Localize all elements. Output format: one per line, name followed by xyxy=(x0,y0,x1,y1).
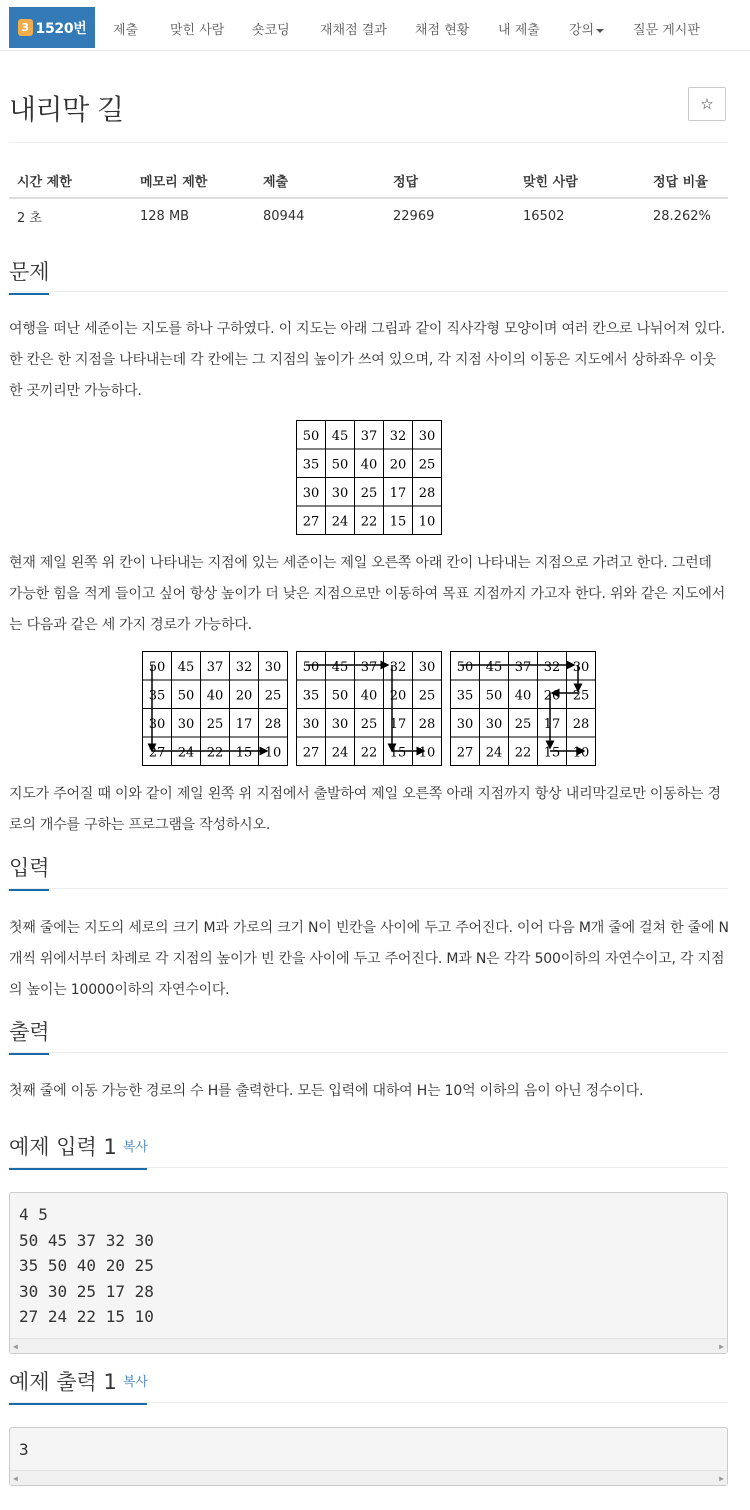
section-problem-heading xyxy=(9,256,50,286)
horizontal-scrollbar[interactable] xyxy=(10,1338,727,1353)
height-map-grid xyxy=(297,421,442,535)
heading-underline xyxy=(9,889,49,891)
grid-cell-value: 25 xyxy=(206,716,224,732)
grid-cell-value: 50 xyxy=(331,457,349,473)
grid-cell-value: 27 xyxy=(148,745,166,761)
col-solved-users: 맞힌 사람 xyxy=(515,163,645,198)
grid-cell-value: 25 xyxy=(572,688,590,704)
scroll-right-icon[interactable]: ▶ xyxy=(719,1474,724,1483)
grid-cell-value: 30 xyxy=(177,716,195,732)
grid-cell-value: 37 xyxy=(360,659,378,675)
grid-cell-value: 20 xyxy=(543,688,561,704)
path-grid-3 xyxy=(451,652,596,766)
nav-status[interactable]: 채점 현황 xyxy=(415,23,470,38)
sample-output-text: 3 xyxy=(19,1440,29,1459)
heading-underline xyxy=(9,293,49,295)
grid-cell-value: 30 xyxy=(148,716,166,732)
divider xyxy=(9,1402,728,1403)
height-map-figure xyxy=(296,420,442,536)
section-output-heading xyxy=(9,1016,50,1046)
grid-cell-value: 17 xyxy=(235,716,253,732)
grid-cell-value: 28 xyxy=(572,716,590,732)
grid-cell-value: 35 xyxy=(302,688,320,704)
grid-cell-value: 10 xyxy=(418,514,436,530)
sample-input-title: 예제 입력 1 xyxy=(9,1135,117,1159)
grid-cell-value: 30 xyxy=(264,659,282,675)
grid-cell-value: 32 xyxy=(389,428,407,444)
col-submissions: 제출 xyxy=(255,163,385,198)
section-problem-title: 문제 xyxy=(9,260,50,284)
col-accepted: 정답 xyxy=(385,163,515,198)
grid-cell-value: 32 xyxy=(389,659,407,675)
scroll-right-icon[interactable]: ▶ xyxy=(719,1342,724,1351)
grid-cell-value: 37 xyxy=(206,659,224,675)
grid-cell-value: 30 xyxy=(331,716,349,732)
grid-cell-value: 27 xyxy=(302,514,320,530)
grid-cell-value: 30 xyxy=(418,428,436,444)
problem-info-table xyxy=(9,163,728,233)
horizontal-scrollbar[interactable] xyxy=(10,1470,727,1485)
path-figure-2 xyxy=(296,651,442,767)
grid-cell-value: 30 xyxy=(572,659,590,675)
scroll-left-icon[interactable]: ◀ xyxy=(13,1342,18,1351)
nav-board[interactable]: 질문 게시판 xyxy=(633,23,700,38)
grid-cell-value: 50 xyxy=(148,659,166,675)
grid-cell-value: 30 xyxy=(302,485,320,501)
path-grid-2 xyxy=(297,652,442,766)
grid-cell-value: 15 xyxy=(389,514,407,530)
col-memory-limit: 메모리 제한 xyxy=(132,163,255,198)
grid-cell-value: 15 xyxy=(389,745,407,761)
divider xyxy=(9,291,728,292)
grid-cell-value: 30 xyxy=(418,659,436,675)
problem-number-tab[interactable] xyxy=(9,7,95,48)
grid-cell-value: 40 xyxy=(206,688,224,704)
grid-cell-value: 24 xyxy=(485,745,503,761)
path-figure-1 xyxy=(142,651,288,767)
nav-rejudge[interactable]: 재채점 결과 xyxy=(320,23,387,38)
grid-cell-value: 25 xyxy=(360,716,378,732)
favorite-button[interactable] xyxy=(688,87,726,121)
divider xyxy=(9,1052,728,1053)
navbar xyxy=(0,0,750,51)
grid-cell-value: 10 xyxy=(264,745,282,761)
grid-cell-value: 24 xyxy=(331,514,349,530)
nav-solved-users[interactable]: 맞힌 사람 xyxy=(170,23,225,38)
grid-cell-value: 35 xyxy=(148,688,166,704)
grid-cell-value: 50 xyxy=(302,659,320,675)
grid-cell-value: 20 xyxy=(389,688,407,704)
grid-cell-value: 28 xyxy=(418,485,436,501)
submissions-value: 80944 xyxy=(263,208,305,224)
problem-description-2: 현재 제일 왼쪽 위 칸이 나타내는 지점에 있는 세준이는 제일 오른쪽 아래 칸이 나타내는 지점으로 가려고 한다. 그런데 가능한 힘을 적게 들이고 싶어 항상 높이가 더 낮은 지점으로만 이동하여 목표 지점까지 가고자 한다. 위와 같은 지도에서는 다음과 같은 세 가지 경로가 가능하다. xyxy=(9,555,726,633)
grid-cell-value: 45 xyxy=(177,659,195,675)
divider xyxy=(9,1167,728,1168)
grid-cell-value: 25 xyxy=(418,688,436,704)
grid-cell-value: 10 xyxy=(418,745,436,761)
sample-input-box[interactable] xyxy=(9,1192,728,1354)
problem-description-3: 지도가 주어질 때 이와 같이 제일 왼쪽 위 지점에서 출발하여 제일 오른쪽 아래 지점까지 항상 내리막길로만 이동하는 경로의 개수를 구하는 프로그램을 작성하시오. xyxy=(9,786,721,833)
grid-cell-value: 30 xyxy=(302,716,320,732)
nav-lectures-dropdown[interactable] xyxy=(569,19,604,38)
grid-cell-value: 22 xyxy=(360,745,378,761)
problem-number-label: 1520번 xyxy=(35,20,87,37)
sample-output-box[interactable] xyxy=(9,1427,728,1486)
grid-cell-value: 50 xyxy=(177,688,195,704)
divider xyxy=(9,888,728,889)
grid-cell-value: 24 xyxy=(331,745,349,761)
section-output-title: 출력 xyxy=(9,1020,50,1044)
problem-description-1: 여행을 떠난 세준이는 지도를 하나 구하였다. 이 지도는 아래 그림과 같이 직사각형 모양이며 여러 칸으로 나뉘어져 있다. 한 칸은 한 지점을 나타내는데 각 칸에는 그 지점의 높이가 쓰여 있으며, 각 지점 사이의 이동은 지도에서 상하좌우 이웃한 곳끼리만 가능하다. xyxy=(9,321,726,399)
ratio-value: 28.262% xyxy=(653,208,711,224)
grid-cell-value: 32 xyxy=(235,659,253,675)
grid-cell-value: 15 xyxy=(543,745,561,761)
grid-cell-value: 32 xyxy=(543,659,561,675)
heading-underline xyxy=(9,1168,147,1170)
copy-sample-input-button[interactable]: 복사 xyxy=(122,1140,148,1155)
sample-input-heading xyxy=(9,1131,148,1161)
solved-users-value: 16502 xyxy=(523,208,565,224)
path-grid-1 xyxy=(143,652,288,766)
scroll-left-icon[interactable]: ◀ xyxy=(13,1474,18,1483)
grid-cell-value: 28 xyxy=(264,716,282,732)
time-limit-value: 2 초 xyxy=(17,210,42,226)
sample-input-text: 4 5 50 45 37 32 30 35 50 40 20 25 30 30 25 17 28 27 24 22 15 10 xyxy=(19,1205,154,1326)
grid-cell-value: 24 xyxy=(177,745,195,761)
grid-cell-value: 40 xyxy=(360,688,378,704)
grid-cell-value: 37 xyxy=(514,659,532,675)
grid-cell-value: 10 xyxy=(572,745,590,761)
grid-cell-value: 50 xyxy=(456,659,474,675)
grid-cell-value: 17 xyxy=(389,716,407,732)
memory-limit-value: 128 MB xyxy=(140,208,190,224)
grid-cell-value: 27 xyxy=(456,745,474,761)
grid-cell-value: 25 xyxy=(360,485,378,501)
grid-cell-value: 22 xyxy=(360,514,378,530)
grid-cell-value: 35 xyxy=(456,688,474,704)
section-input-heading xyxy=(9,852,50,882)
nav-lectures-label: 강의 xyxy=(569,23,595,38)
grid-cell-value: 20 xyxy=(235,688,253,704)
grid-cell-value: 45 xyxy=(331,659,349,675)
grid-cell-value: 45 xyxy=(331,428,349,444)
col-time-limit: 시간 제한 xyxy=(9,163,132,198)
sample-output-title: 예제 출력 1 xyxy=(9,1370,117,1394)
info-header-row xyxy=(9,163,728,198)
grid-cell-value: 27 xyxy=(302,745,320,761)
star-icon: ☆ xyxy=(700,95,714,113)
grid-cell-value: 30 xyxy=(331,485,349,501)
input-description: 첫째 줄에는 지도의 세로의 크기 M과 가로의 크기 N이 빈칸을 사이에 두고 주어진다. 이어 다음 M개 줄에 걸쳐 한 줄에 N개씩 위에서부터 차례로 각 지점의 높이가 빈 칸을 사이에 두고 주어진다. M과 N은 각각 500이하의 자연수이고, 각 지점의 높이는 10000이하의 자연수이다. xyxy=(9,920,729,998)
nav-short-coding[interactable]: 숏코딩 xyxy=(252,23,290,38)
grid-cell-value: 20 xyxy=(389,457,407,473)
grid-cell-value: 45 xyxy=(485,659,503,675)
grid-cell-value: 40 xyxy=(360,457,378,473)
grid-cell-value: 50 xyxy=(485,688,503,704)
grid-cell-value: 22 xyxy=(206,745,224,761)
grid-cell-value: 35 xyxy=(302,457,320,473)
grid-cell-value: 25 xyxy=(418,457,436,473)
grid-cell-value: 28 xyxy=(418,716,436,732)
path-figure-3 xyxy=(450,651,596,767)
output-description: 첫째 줄에 이동 가능한 경로의 수 H를 출력한다. 모든 입력에 대하여 H는 10억 이하의 음이 아닌 정수이다. xyxy=(9,1083,644,1099)
page-title: 내리막 길 xyxy=(9,93,124,126)
grid-cell-value: 37 xyxy=(360,428,378,444)
tier-badge: 3 xyxy=(18,19,33,36)
grid-cell-value: 30 xyxy=(485,716,503,732)
grid-cell-value: 40 xyxy=(514,688,532,704)
heading-underline xyxy=(9,1403,147,1405)
caret-down-icon xyxy=(596,29,604,33)
section-input-title: 입력 xyxy=(9,856,50,880)
grid-cell-value: 17 xyxy=(389,485,407,501)
copy-sample-output-button[interactable]: 복사 xyxy=(122,1375,148,1390)
grid-cell-value: 15 xyxy=(235,745,253,761)
grid-cell-value: 30 xyxy=(456,716,474,732)
sample-output-heading xyxy=(9,1366,148,1396)
grid-cell-value: 25 xyxy=(514,716,532,732)
divider xyxy=(9,142,728,143)
grid-cell-value: 22 xyxy=(514,745,532,761)
heading-underline xyxy=(9,1053,49,1055)
grid-cell-value: 17 xyxy=(543,716,561,732)
grid-cell-value: 25 xyxy=(264,688,282,704)
col-ratio: 정답 비율 xyxy=(645,163,728,198)
grid-cell-value: 50 xyxy=(331,688,349,704)
accepted-value: 22969 xyxy=(393,208,435,224)
grid-cell-value: 50 xyxy=(302,428,320,444)
nav-submit[interactable]: 제출 xyxy=(113,23,139,38)
info-value-row xyxy=(9,198,728,233)
nav-my-submissions[interactable]: 내 제출 xyxy=(498,23,540,38)
